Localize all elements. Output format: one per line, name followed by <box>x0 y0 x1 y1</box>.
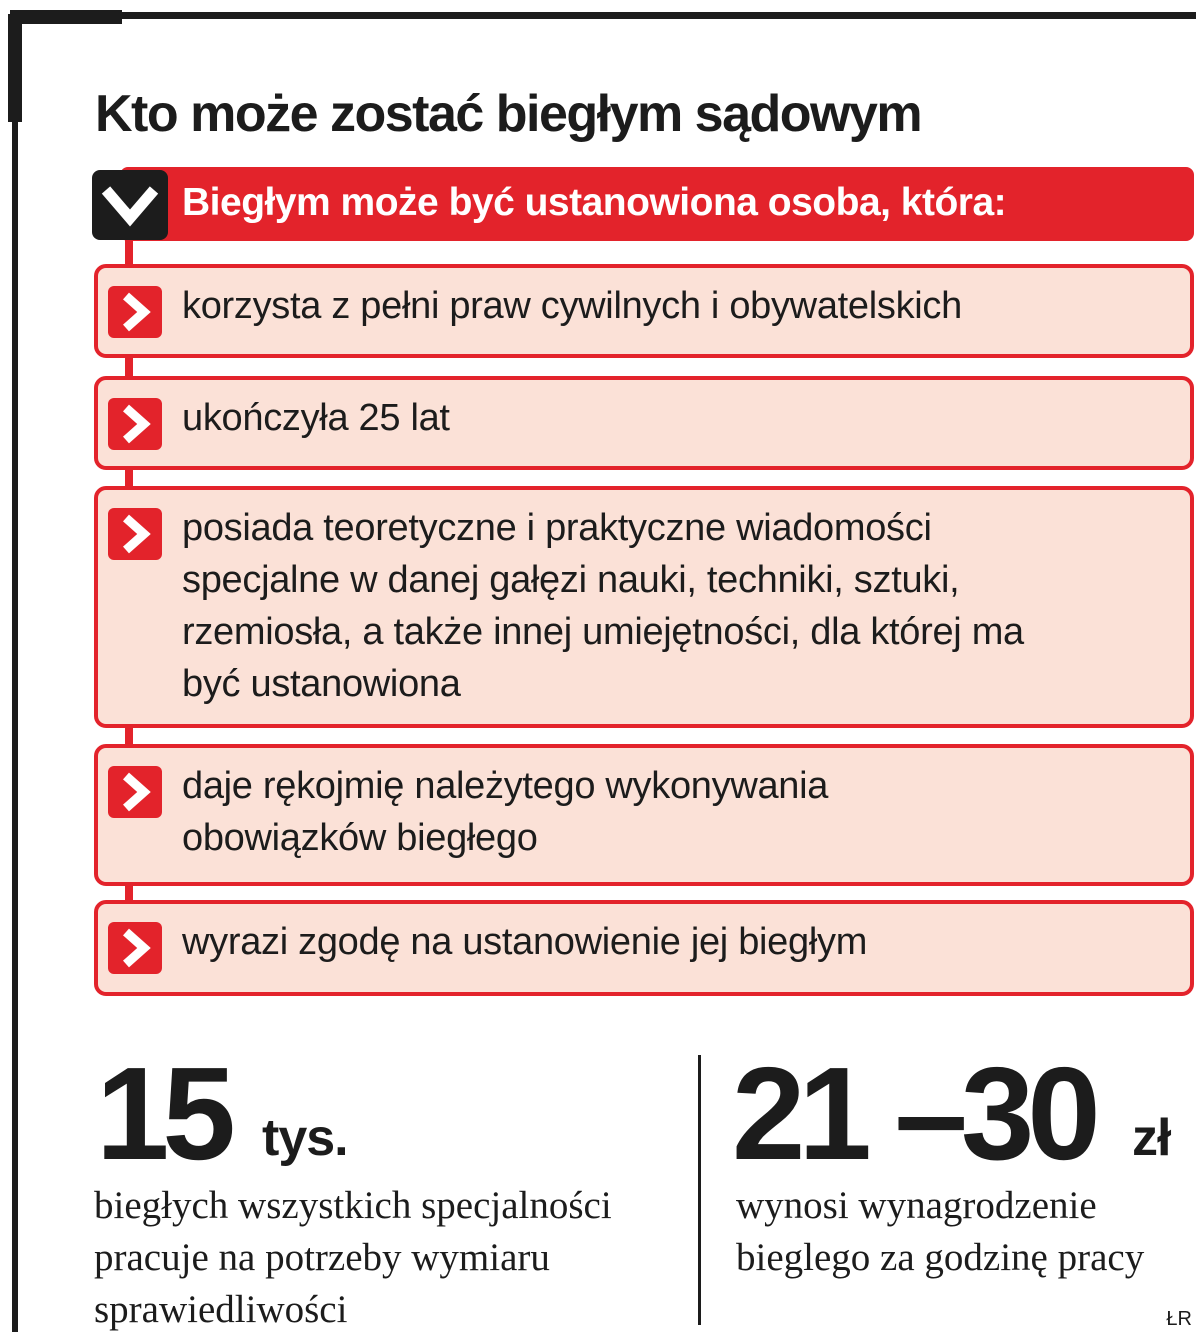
criteria-item <box>94 264 1194 358</box>
frame-corner-accent <box>10 10 122 24</box>
stats-divider <box>698 1055 701 1325</box>
stat-left-unit: tys. <box>262 1109 348 1167</box>
frame-left-accent <box>8 14 22 122</box>
criteria-header-bar <box>120 167 1194 241</box>
criteria-item-text: korzysta z pełni praw cywilnych i obywatelskich <box>182 285 962 327</box>
stat-right-unit: zł <box>1132 1109 1171 1167</box>
source-credit: ŁR <box>1166 1308 1192 1330</box>
criteria-item-text: ukończyła 25 lat <box>182 397 450 439</box>
criteria-item-text: daje rękojmię należytego wykonywania obowiązków biegłego <box>182 765 829 859</box>
stat-right-number: 21 –30 <box>732 1040 1094 1187</box>
stat-left-description: biegłych wszystkich specjalności pracuje na potrzeby wymiaru sprawiedliwości <box>94 1184 612 1331</box>
chevron-right-icon <box>108 766 162 818</box>
criteria-item <box>94 744 1194 886</box>
frame-top-border <box>10 12 1196 19</box>
criteria-item <box>94 486 1194 728</box>
chevron-right-icon <box>108 922 162 974</box>
chevron-right-icon <box>108 508 162 560</box>
chevron-right-icon <box>108 286 162 338</box>
chevron-down-icon <box>92 170 168 240</box>
chevron-right-icon <box>108 398 162 450</box>
stat-right-description: wynosi wynagrodzenie bieglego za godzinę pracy <box>736 1184 1145 1279</box>
stat-left-number: 15 <box>96 1040 229 1187</box>
page-title: Kto może zostać biegłym sądowym <box>95 85 922 143</box>
criteria-item-text: posiada teoretyczne i praktyczne wiadomości specjalne w danej gałęzi nauki, techniki, sztuki, rzemiosła, a także innej umiejętności, dla której ma być ustanowiona <box>182 507 1024 705</box>
frame-left-border <box>12 14 18 1332</box>
criteria-item-text: wyrazi zgodę na ustanowienie jej biegłym <box>182 921 868 963</box>
criteria-item <box>94 900 1194 996</box>
criteria-header-text: Biegłym może być ustanowiona osoba, która: <box>182 181 1007 224</box>
criteria-item <box>94 376 1194 470</box>
